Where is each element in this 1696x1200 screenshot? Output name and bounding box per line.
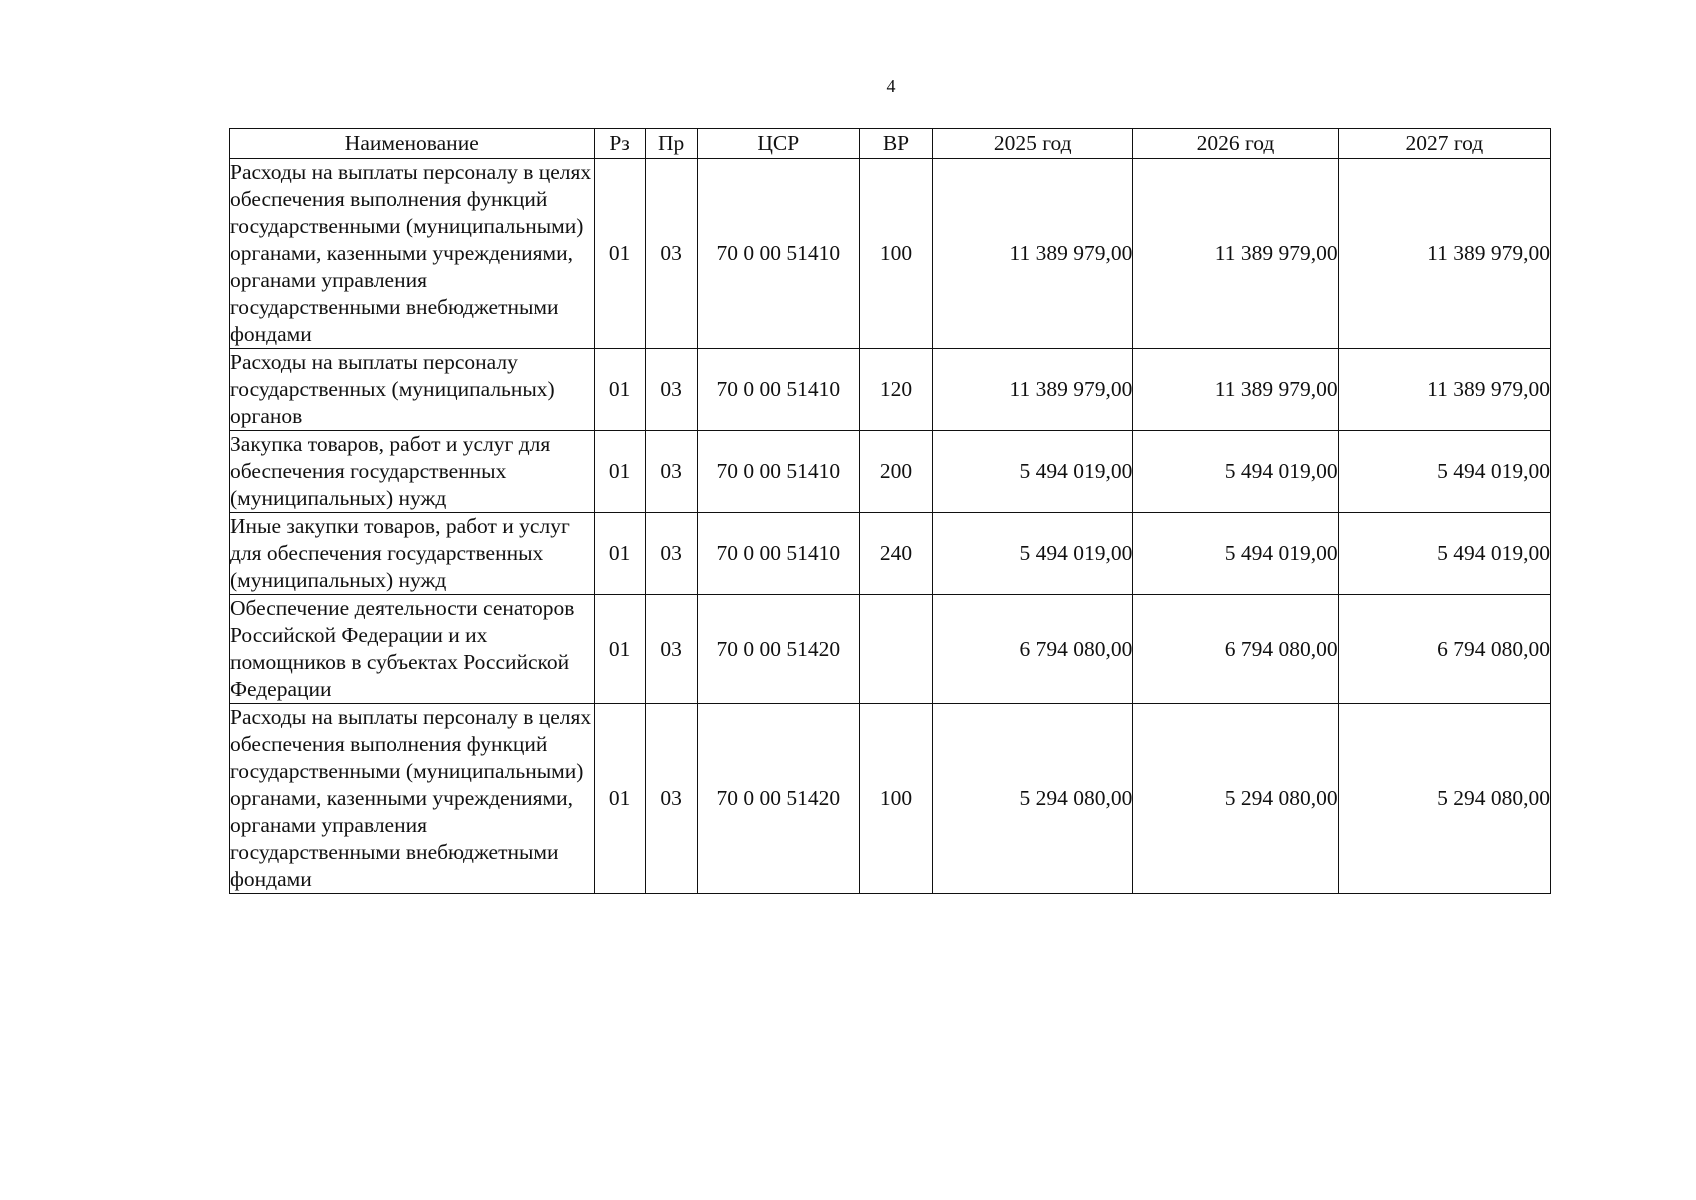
- cell-2027: 5 494 019,00: [1338, 513, 1550, 595]
- header-row: [230, 129, 1551, 159]
- cell-vr: [859, 595, 932, 704]
- cell-pr: 03: [645, 431, 697, 513]
- cell-vr: 120: [859, 349, 932, 431]
- cell-name: Иные закупки товаров, работ и услуг для обеспечения государственных (муниципальных) нужд: [230, 513, 595, 595]
- cell-2025: 5 294 080,00: [933, 704, 1133, 894]
- cell-pr: 03: [645, 159, 697, 349]
- cell-2027: 6 794 080,00: [1338, 595, 1550, 704]
- table-row: [230, 159, 1551, 349]
- table-row: [230, 704, 1551, 894]
- cell-rz: 01: [594, 704, 645, 894]
- cell-csr: 70 0 00 51410: [697, 431, 859, 513]
- cell-2025: 5 494 019,00: [933, 513, 1133, 595]
- cell-csr: 70 0 00 51420: [697, 704, 859, 894]
- page-number: 4: [886, 76, 896, 96]
- cell-2025: 6 794 080,00: [933, 595, 1133, 704]
- cell-vr: 200: [859, 431, 932, 513]
- cell-csr: 70 0 00 51420: [697, 595, 859, 704]
- cell-name: Расходы на выплаты персоналу в целях обеспечения выполнения функций государственными (муниципальными) органами, казенными учреждениями, органами управления государственными внебюджетными фондами: [230, 704, 595, 894]
- cell-2026: 5 294 080,00: [1133, 704, 1338, 894]
- cell-vr: 240: [859, 513, 932, 595]
- header-name: Наименование: [230, 129, 595, 159]
- cell-2026: 5 494 019,00: [1133, 513, 1338, 595]
- cell-csr: 70 0 00 51410: [697, 159, 859, 349]
- cell-rz: 01: [594, 159, 645, 349]
- cell-2027: 5 494 019,00: [1338, 431, 1550, 513]
- header-vr: ВР: [859, 129, 932, 159]
- cell-csr: 70 0 00 51410: [697, 349, 859, 431]
- cell-rz: 01: [594, 349, 645, 431]
- cell-csr: 70 0 00 51410: [697, 513, 859, 595]
- cell-rz: 01: [594, 431, 645, 513]
- table-row: [230, 595, 1551, 704]
- cell-2027: 5 294 080,00: [1338, 704, 1550, 894]
- table-row: [230, 349, 1551, 431]
- table-row: [230, 431, 1551, 513]
- cell-name: Расходы на выплаты персоналу государственных (муниципальных) органов: [230, 349, 595, 431]
- cell-pr: 03: [645, 704, 697, 894]
- cell-2026: 11 389 979,00: [1133, 349, 1338, 431]
- cell-name: Закупка товаров, работ и услуг для обеспечения государственных (муниципальных) нужд: [230, 431, 595, 513]
- cell-pr: 03: [645, 595, 697, 704]
- header-rz: Рз: [594, 129, 645, 159]
- header-2025: 2025 год: [933, 129, 1133, 159]
- cell-2027: 11 389 979,00: [1338, 159, 1550, 349]
- cell-2025: 11 389 979,00: [933, 159, 1133, 349]
- cell-pr: 03: [645, 513, 697, 595]
- cell-2026: 5 494 019,00: [1133, 431, 1338, 513]
- cell-2025: 11 389 979,00: [933, 349, 1133, 431]
- header-2026: 2026 год: [1133, 129, 1338, 159]
- cell-name: Расходы на выплаты персоналу в целях обеспечения выполнения функций государственными (муниципальными) органами, казенными учреждениями, органами управления государственными внебюджетными фондами: [230, 159, 595, 349]
- cell-pr: 03: [645, 349, 697, 431]
- cell-vr: 100: [859, 159, 932, 349]
- cell-2026: 11 389 979,00: [1133, 159, 1338, 349]
- cell-name: Обеспечение деятельности сенаторов Российской Федерации и их помощников в субъектах Российской Федерации: [230, 595, 595, 704]
- cell-rz: 01: [594, 595, 645, 704]
- cell-vr: 100: [859, 704, 932, 894]
- table-row: [230, 513, 1551, 595]
- header-2027: 2027 год: [1338, 129, 1550, 159]
- cell-rz: 01: [594, 513, 645, 595]
- budget-table: [229, 128, 1551, 894]
- cell-2026: 6 794 080,00: [1133, 595, 1338, 704]
- header-pr: Пр: [645, 129, 697, 159]
- cell-2027: 11 389 979,00: [1338, 349, 1550, 431]
- cell-2025: 5 494 019,00: [933, 431, 1133, 513]
- header-csr: ЦСР: [697, 129, 859, 159]
